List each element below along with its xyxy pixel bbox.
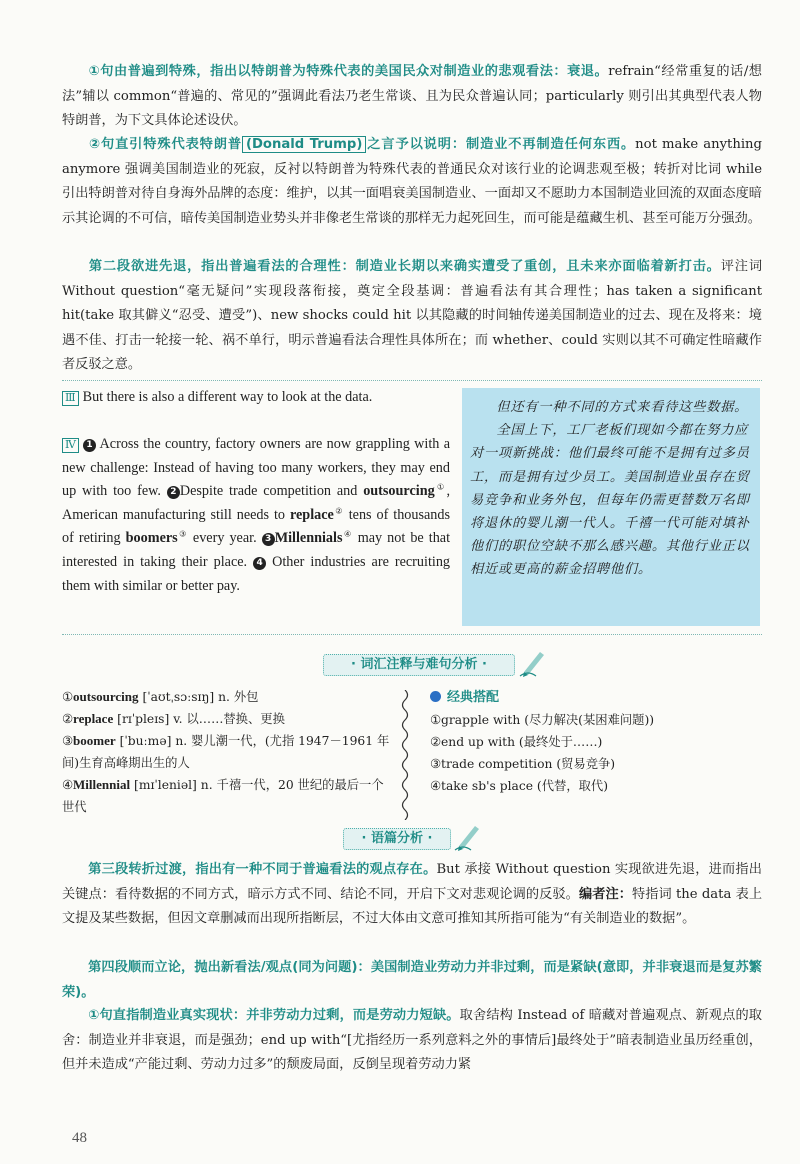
sentence-text: , American manufacturing still needs to [62,483,451,523]
vocab-item: ③boomer [ˈbuːmə] n. 婴儿潮一代，(尤指 1947－1961 年间)生育高峰期出生的人 [62,733,390,770]
collocation-item: ②end up with (最终处于……) [430,735,603,749]
passage-paragraph-3 [62,386,450,410]
pen-icon [453,820,483,852]
collocation-list [430,686,760,797]
analysis-heading-cont: 之言予以说明：制造业不再制造任何东西。 [366,137,636,152]
bullet-icon [430,691,441,702]
vocab-word: replace [289,506,334,523]
paragraph-label: Ⅲ [62,391,79,406]
discourse-text: 取舍结构 Instead of 暗藏对普遍观点、新观点的取舍：制造业并非衰退，而是强劲；end up with“[尤指经历一系列意料之外的事情后]最终处于”暗表制造业虽历经重创，但并未造成“产能过剩、劳动力过多”的颓废局面，反倒呈现着劳动力紧 [62,1008,762,1072]
analysis-heading: ②句直引特殊代表特朗普 [88,137,242,152]
page-number: 48 [72,1130,87,1146]
discourse-section-banner: · 语篇分析 · [343,828,451,850]
note-marker: ② [333,506,344,516]
boxed-name: (Donald Trump) [242,136,366,153]
sentence-text: Across the country, factory owners are now grappling with a new challenge: Instead of having too many workers, they may end up with too few. [62,436,450,500]
sentence-number: 1 [83,439,96,452]
sentence-number: 4 [253,557,266,570]
collocation-item: ③trade competition (贸易竞争) [430,757,616,771]
editor-note: 特指词 the data 表上文提及某些数据，但因文章删减而出现所指断层，不过大体由文意可推知其所指可能为“有关制造业的数据”。 [62,886,763,926]
discourse-text: But 承接 Without question 实现欲进先退，进而指出关键点：看待数据的不同方式，暗示方式不同、结论不同，开启下文对悲观论调的反驳。 [62,862,762,902]
note-marker: ① [434,482,447,492]
analysis-text: refrain“经常重复的话/想法”辅以 common“普遍的、常见的”强调此看法乃老生常谈、且为民众普遍认同；particularly 则引出其典型代表人物特朗普，为下文具体论述设伏。 [62,64,762,128]
passage-paragraph-4 [62,433,450,598]
discourse-heading: 第四段顺而立论，抛出新看法/观点(同为问题)：美国制造业劳动力并非过剩，而是紧缺(意即，并非衰退而是复苏繁荣)。 [62,960,762,1000]
pen-icon [518,646,548,678]
vocab-section-banner: · 词汇注释与难句分析 · [323,654,515,676]
collocation-item: ①grapple with (尽力解决(某困难问题)) [430,713,655,727]
vocab-word: boomers [125,530,178,547]
sentence-text: may not be that interested in taking their place. [62,530,451,570]
analysis-heading: ①句由普遍到特殊，指出以特朗普为特殊代表的美国民众对制造业的悲观看法：衰退。 [88,64,609,79]
sentence-text: Other industries are recruiting them with similar or better pay. [62,553,451,594]
paragraph-label: Ⅳ [62,438,79,453]
analysis-text: 评注词 Without question“毫无疑问”实现段落衔接，奠定全段基调：普遍看法有其合理性；has taken a significant hit(take 取其僻义“忍受、遭受”)、new shocks could hit 以其隐藏的时间轴传递美国制造业的过去、现在及将来：境遇不佳、打击一轮接一轮、祸不单行，明示普遍看法合理性具体所在；而 whether、could 实则以其不可确定性暗藏作者反驳之意。 [62,259,763,372]
sentence-text: Despite trade competition and [179,483,358,500]
vocab-word: Millennials [274,530,343,547]
note-marker: ④ [342,529,353,539]
vocab-list [62,686,392,818]
collocation-header: 经典搭配 [430,686,760,709]
translation-box [462,388,760,626]
divider [62,380,762,381]
discourse-para-3 [62,1004,762,1078]
vocab-item: ④Millennial [mɪˈleniəl] n. 千禧一代，20 世纪的最后一个世代 [62,777,384,814]
sentence-text: every year. [192,530,257,547]
sentence-number: 2 [167,486,180,499]
translation-line: 但还有一种不同的方式来看待这些数据。 [496,400,749,415]
discourse-heading: ①句直指制造业真实现状：并非劳动力过剩，而是劳动力短缺。 [88,1008,460,1023]
note-marker: ③ [177,529,188,539]
analysis-text: not make anything anymore 强调美国制造业的死寂，反衬以特朗普为特殊代表的普通民众对该行业的论调悲观至极；转折对比词 while 引出特朗普对待自身海外品牌的态度：维护，以其一面唱衰美国制造业、一面却又不愿助力本国制造业回流的双面态度暗示其论调的不可信，暗传美国制造业势头并非像老生常谈的那样无力起死回生，而可能是蕴藏生机、甚至可能万分强劲。 [62,137,762,226]
sentence-text: tens of thousands of retiring [62,506,451,547]
sentence-number: 3 [262,533,275,546]
vocab-item: ①outsourcing [ˈaʊtˌsɔːsɪŋ] n. 外包 [62,689,259,704]
analysis-heading: 第二段欲进先退，指出普遍看法的合理性：制造业长期以来确实遭受了重创，且未来亦面临着新打击。 [88,259,721,274]
vocab-item: ②replace [rɪˈpleɪs] v. 以……替换、更换 [62,711,285,726]
collocation-item: ④take sb's place (代替，取代) [430,779,609,793]
analysis-para-2 [62,133,762,231]
discourse-para-2 [62,956,762,1005]
divider [62,634,762,635]
zigzag-divider [398,690,412,820]
discourse-para-1 [62,858,762,932]
translation-line: 全国上下，工厂老板们现如今都在努力应对一项新挑战：他们最终可能不是拥有过多员工，而是拥有过少员工。美国制造业虽存在贸易竞争和业务外包，但每年仍需更替数万名即将退休的婴儿潮一代人。千禧一代可能对填补他们的职位空缺不那么感兴趣。其他行业正以相近或更高的薪金招聘他们。 [470,423,750,578]
editor-note-label: 编者注： [578,886,632,902]
discourse-heading: 第三段转折过渡，指出有一种不同于普遍看法的观点存在。 [88,862,437,877]
passage-text: But there is also a different way to look at the data. [82,389,373,405]
vocab-word: outsourcing [363,483,435,500]
analysis-para-3 [62,255,762,378]
analysis-para-1 [62,60,762,134]
